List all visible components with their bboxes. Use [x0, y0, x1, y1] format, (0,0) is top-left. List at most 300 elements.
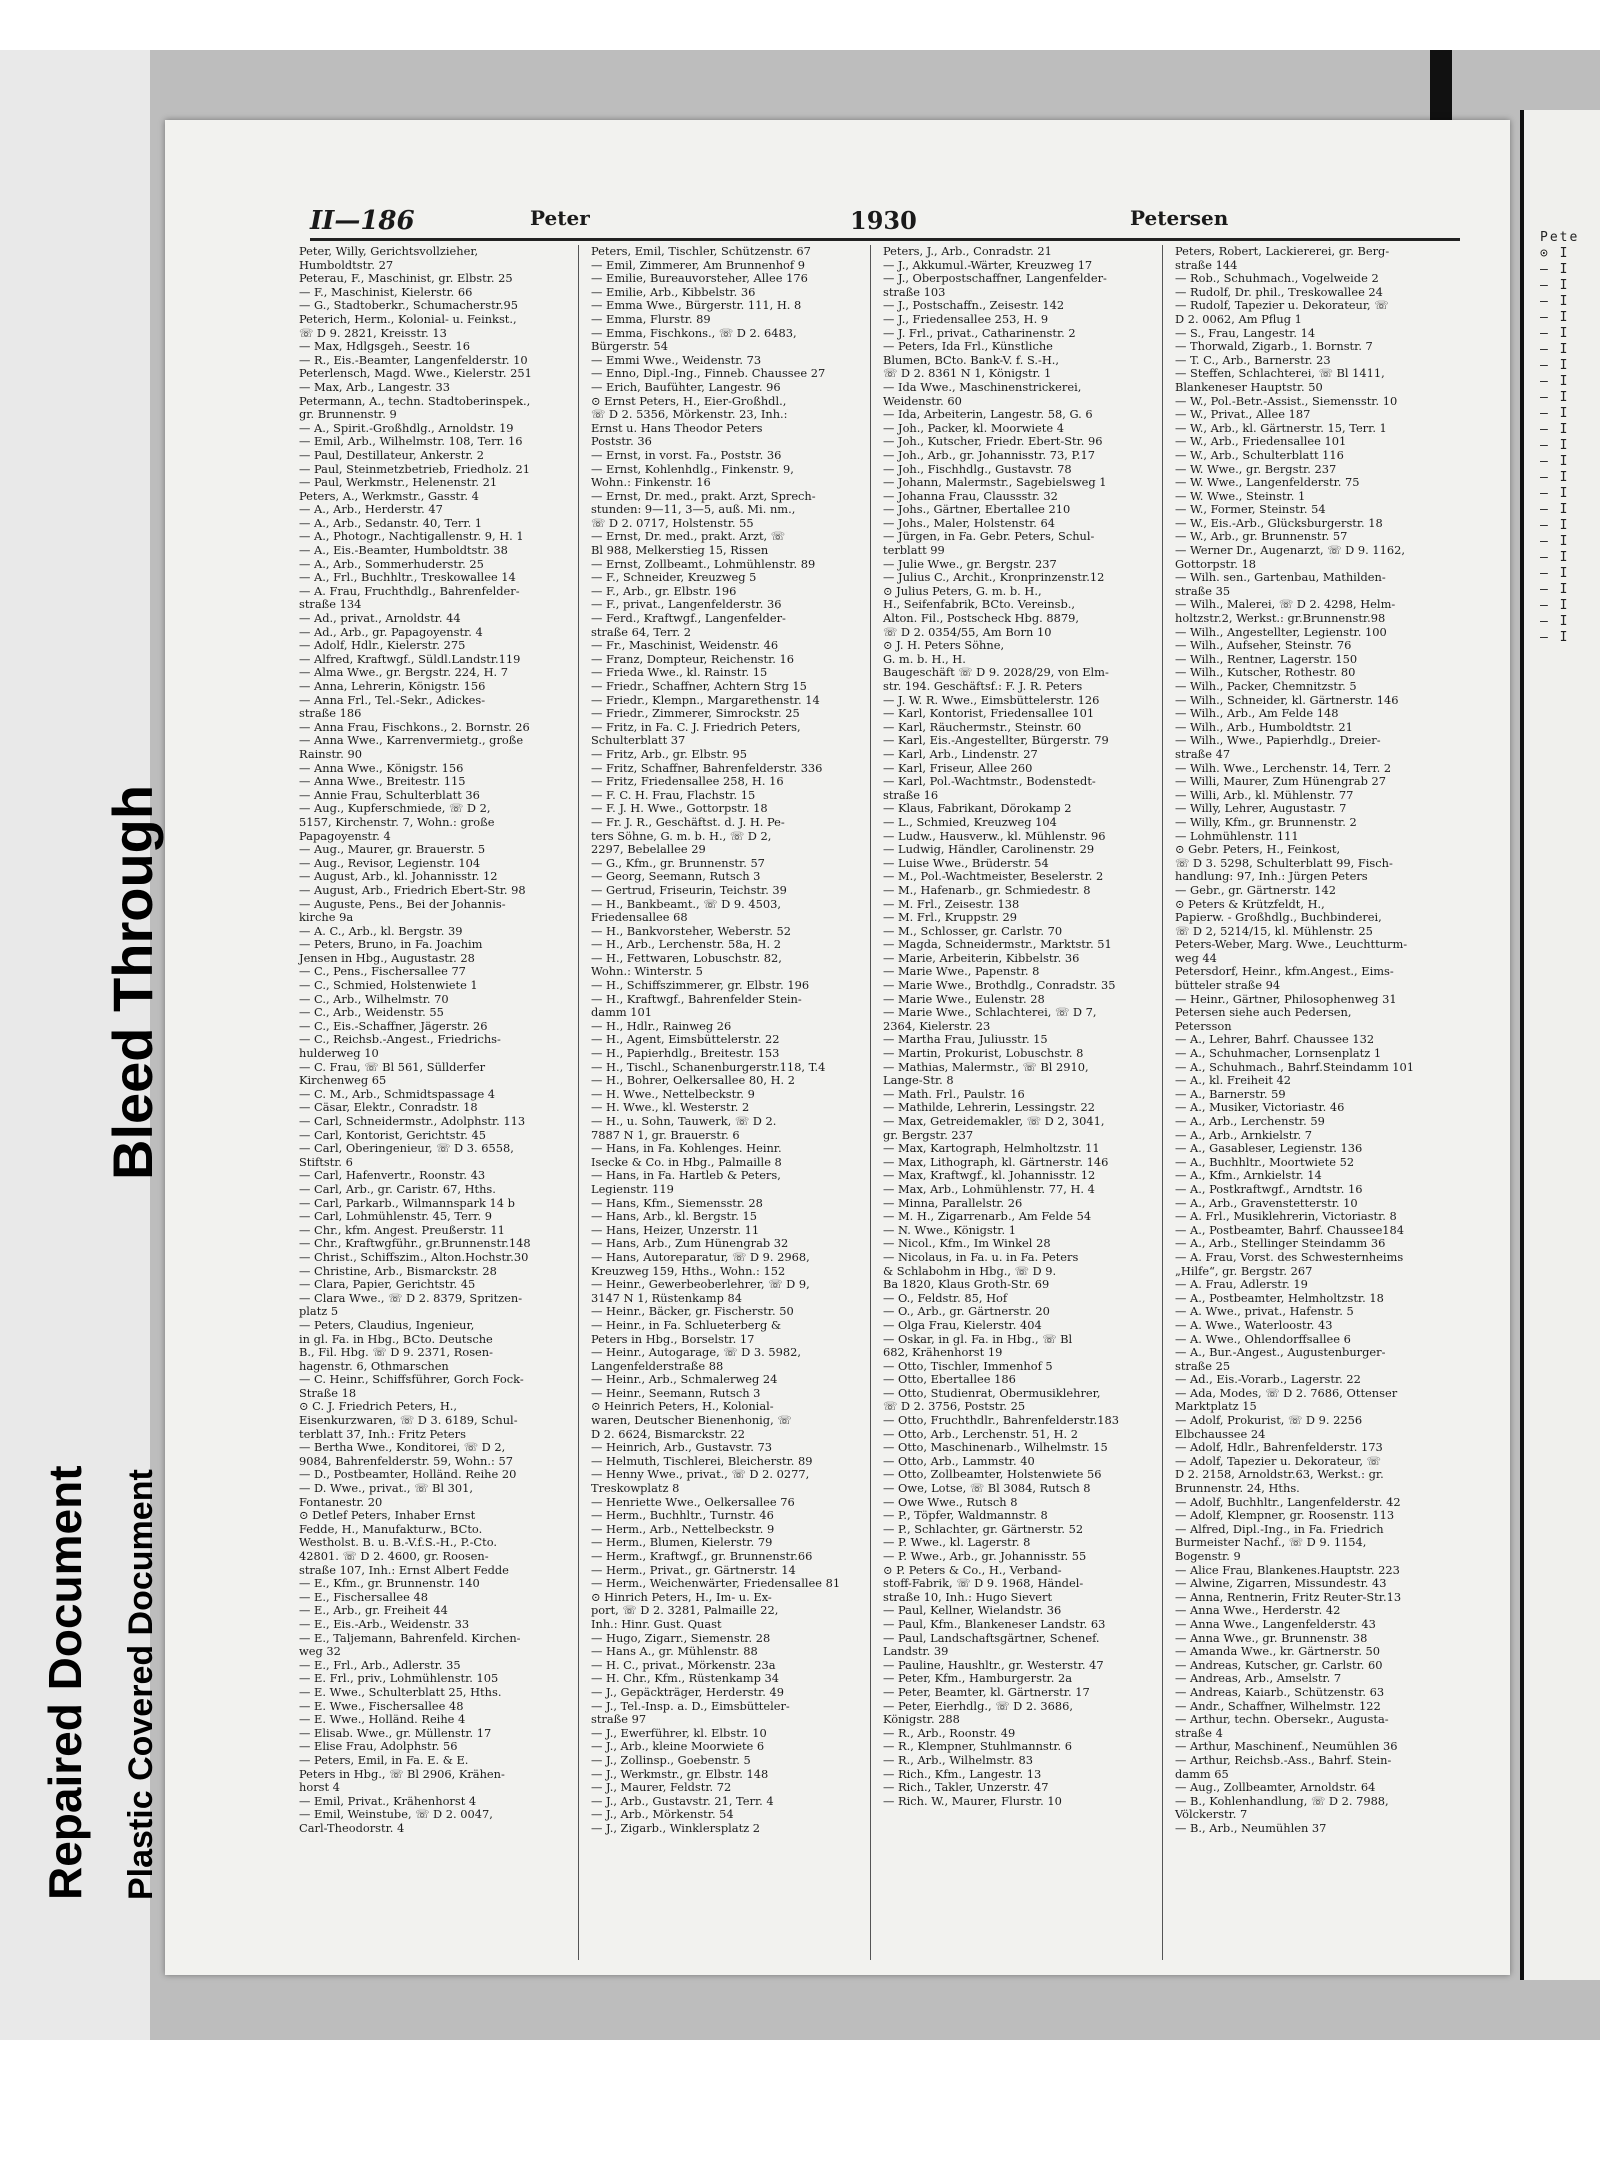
directory-entry: — C. Heinr., Schiffsführer, Gorch Fock- [299, 1373, 524, 1387]
directory-entry: Peterich, Herm., Kolonial- u. Feinkst., [299, 312, 517, 326]
directory-entry: ⊙ Ernst Peters, H., Eier-Großhdl., [591, 394, 787, 408]
directory-entry: — J., Akkumul.-Wärter, Kreuzweg 17 [883, 258, 1093, 272]
directory-entry: — Max, Lithograph, kl. Gärtnerstr. 146 [883, 1155, 1109, 1169]
directory-entry: — A., Kfm., Arnkielstr. 14 [1175, 1169, 1322, 1183]
directory-entry: — Oskar, in gl. Fa. in Hbg., ☏ Bl [883, 1332, 1073, 1346]
directory-entry: — Paul, Destillateur, Ankerstr. 2 [299, 448, 485, 462]
directory-entry: ⊙ Detlef Peters, Inhaber Ernst [299, 1509, 476, 1523]
directory-entry: — A., Arb., Stellinger Steindamm 36 [1175, 1237, 1386, 1251]
directory-entry: — Pauline, Haushltr., gr. Westerstr. 47 [883, 1658, 1104, 1672]
directory-entry: — E., Kfm., gr. Brunnenstr. 140 [299, 1577, 480, 1591]
directory-entry: gr. Brunnenstr. 9 [299, 408, 397, 422]
directory-entry: — Willi, Maurer, Zum Hünengrab 27 [1175, 775, 1387, 789]
directory-entry: 9084, Bahrenfelderstr. 59, Wohn.: 57 [299, 1454, 513, 1468]
directory-entry: stunden: 9—11, 3—5, auß. Mi. nm., [591, 503, 796, 517]
directory-entry: straße 134 [299, 598, 362, 612]
directory-entry: B., Fil. Hbg. ☏ D 9. 2371, Rosen- [299, 1346, 493, 1360]
directory-entry: — Peter, Beamter, kl. Gärtnerstr. 17 [883, 1685, 1090, 1699]
directory-entry: — Herm., Buchhltr., Turnstr. 46 [591, 1509, 774, 1523]
directory-columns [295, 245, 1465, 1960]
directory-entry: — Otto, Fruchthdlr., Bahrenfelderstr.183 [883, 1414, 1119, 1428]
directory-entry: straße 107, Inh.: Ernst Albert Fedde [299, 1563, 509, 1577]
directory-entry: — Ludw., Hausverw., kl. Mühlenstr. 96 [883, 829, 1106, 843]
scan-edge-mark [1430, 50, 1452, 125]
directory-entry: — Erich, Baufühter, Langestr. 96 [591, 380, 781, 394]
directory-entry: — C., Eis.-Schaffner, Jägerstr. 26 [299, 1019, 488, 1033]
directory-entry: Legienstr. 119 [591, 1182, 674, 1196]
directory-entry: — P., Schlachter, gr. Gärtnerstr. 52 [883, 1522, 1084, 1536]
directory-entry: — Willy, Kfm., gr. Brunnenstr. 2 [1175, 815, 1357, 829]
directory-entry: ☏ D 2. 3756, Poststr. 25 [883, 1400, 1026, 1414]
directory-entry: — M. H., Zigarrenarb., Am Felde 54 [883, 1210, 1092, 1224]
directory-entry: Königstr. 288 [883, 1713, 960, 1727]
directory-entry: — Max, Getreidemakler, ☏ D 2, 3041, [883, 1115, 1105, 1128]
directory-entry: — Christ., Schiffszim., Alton.Hochstr.30 [299, 1250, 529, 1264]
directory-entry: — P., Töpfer, Waldmannstr. 8 [883, 1509, 1048, 1523]
directory-entry: — A., Eis.-Beamter, Humboldtstr. 38 [299, 544, 508, 558]
directory-entry: — J., Arb., kleine Moorwiete 6 [591, 1740, 765, 1754]
directory-entry: Kreuzweg 159, Hths., Wohn.: 152 [591, 1264, 786, 1278]
header-first-entry: Peter [530, 206, 590, 230]
directory-entry: Marktplatz 15 [1175, 1400, 1257, 1414]
directory-entry: — Emilie, Bureauvorsteher, Allee 176 [591, 272, 808, 286]
directory-entry: — Nicolaus, in Fa. u. in Fa. Peters [883, 1250, 1079, 1264]
directory-entry: — Herm., Privat., gr. Gärtnerstr. 14 [591, 1563, 796, 1577]
directory-entry: straße 47 [1175, 747, 1231, 761]
directory-entry: 3147 N 1, Rüstenkamp 84 [591, 1291, 742, 1305]
directory-entry: — Carl, Hafenvertr., Roonstr. 43 [299, 1169, 486, 1183]
directory-entry: — Cäsar, Elektr., Conradstr. 18 [299, 1101, 478, 1115]
directory-entry: straße 186 [299, 707, 362, 721]
directory-entry: hagenstr. 6, Othmarschen [299, 1359, 449, 1373]
directory-entry: — O., Feldstr. 85, Hof [883, 1291, 1008, 1305]
directory-entry: — Heinr., Gewerbeoberlehrer, ☏ D 9, [591, 1278, 810, 1292]
directory-entry: — Minna, Parallelstr. 26 [883, 1196, 1023, 1210]
directory-entry: — Joh., Fischhdlg., Gustavstr. 78 [883, 462, 1072, 476]
directory-entry: Peters, Robert, Lackiererei, gr. Berg- [1175, 245, 1390, 258]
directory-entry: Petersdorf, Heinr., kfm.Angest., Eims- [1175, 965, 1394, 979]
directory-entry: — Chr., kfm. Angest. Preußerstr. 11 [299, 1223, 505, 1237]
directory-entry: — C. Frau, ☏ Bl 561, Süllderfer [299, 1060, 486, 1074]
directory-entry: — Georg, Seemann, Rutsch 3 [591, 870, 761, 884]
directory-entry: — Fr. J. R., Geschäftst. d. J. H. Pe- [591, 815, 785, 829]
directory-entry: — F., privat., Langenfelderstr. 36 [591, 598, 782, 612]
directory-entry: straße 4 [1175, 1726, 1223, 1740]
directory-entry: — Andreas, Kaiarb., Schützenstr. 63 [1175, 1685, 1385, 1699]
directory-entry: — Thorwald, Zigarb., 1. Bornstr. 7 [1175, 340, 1373, 354]
directory-entry: — Anna, Rentnerin, Fritz Reuter-Str.13 [1175, 1590, 1402, 1604]
directory-entry: — Helmuth, Tischlerei, Bleicherstr. 89 [591, 1454, 813, 1468]
directory-entry: — Annie Frau, Schulterblatt 36 [299, 788, 480, 802]
directory-entry: — Fritz, in Fa. C. J. Friedrich Peters, [591, 720, 801, 734]
directory-entry: — Herm., Kraftwgf., gr. Brunnenstr.66 [591, 1550, 813, 1563]
directory-entry: — Owe, Lotse, ☏ Bl 3084, Rutsch 8 [883, 1482, 1091, 1496]
directory-entry: stoff-Fabrik, ☏ D 9. 1968, Händel- [883, 1577, 1084, 1591]
directory-entry: — Wilh. Wwe., Lerchenstr. 14, Terr. 2 [1175, 761, 1392, 775]
directory-entry: — Emmi Wwe., Weidenstr. 73 [591, 353, 762, 367]
directory-entry: — Joh., Arb., gr. Johannisstr. 73, P.17 [883, 448, 1095, 462]
directory-entry: Schulterblatt 37 [591, 734, 686, 748]
directory-entry: — Julie Wwe., gr. Bergstr. 237 [883, 557, 1057, 571]
directory-entry: — Karl, Räuchermstr., Steinstr. 60 [883, 720, 1082, 734]
directory-entry: — Ernst, Dr. med., prakt. Arzt, Sprech- [591, 489, 816, 503]
plastic-covered-label: Plastic Covered Document [122, 1469, 160, 1900]
directory-entry: — W. Wwe., Langenfelderstr. 75 [1175, 476, 1360, 490]
directory-entry: — Ad., Arb., gr. Papagoyenstr. 4 [299, 625, 483, 639]
directory-entry: — Fritz, Friedensallee 258, H. 16 [591, 775, 784, 789]
directory-entry: — Max, Hdlgsgeh., Seestr. 16 [299, 340, 471, 354]
directory-entry: — Wilh., Kutscher, Rothestr. 80 [1175, 666, 1356, 680]
directory-entry: — J., Ewerführer, kl. Elbstr. 10 [591, 1726, 767, 1740]
directory-entry: — Aug., Zollbeamter, Arnoldstr. 64 [1175, 1781, 1376, 1795]
directory-entry: — A., Frl., Buchhltr., Treskowallee 14 [299, 571, 516, 585]
directory-entry: — M., Hafenarb., gr. Schmiedestr. 8 [883, 883, 1091, 897]
directory-entry: — H., Bankvorsteher, Weberstr. 52 [591, 924, 791, 938]
directory-entry: 5157, Kirchenstr. 7, Wohn.: große [299, 815, 495, 829]
directory-entry: — Otto, Maschinenarb., Wilhelmstr. 15 [883, 1441, 1108, 1455]
directory-entry: gr. Bergstr. 237 [883, 1128, 974, 1142]
directory-entry: ⊙ Peters & Krützfeldt, H., [1175, 897, 1325, 911]
directory-entry: — A., Barnerstr. 59 [1175, 1087, 1286, 1101]
directory-entry: — Otto, Ebertallee 186 [883, 1373, 1016, 1387]
directory-entry: — A., Arb., Gravenstetterstr. 10 [1175, 1196, 1358, 1210]
directory-entry: — Auguste, Pens., Bei der Johannis- [299, 897, 506, 911]
directory-entry: Isecke & Co. in Hbg., Palmaille 8 [591, 1155, 782, 1169]
directory-entry: Peters in Hbg., Borselstr. 17 [591, 1332, 755, 1346]
directory-entry: — D., Postbeamter, Holländ. Reihe 20 [299, 1468, 517, 1482]
directory-entry: — J., Friedensallee 253, H. 9 [883, 312, 1049, 326]
directory-entry: Bogenstr. 9 [1175, 1550, 1241, 1563]
directory-entry: — M. Frl., Kruppstr. 29 [883, 911, 1017, 925]
directory-entry: — Otto, Arb., Lammstr. 40 [883, 1454, 1035, 1468]
directory-entry: — Hans, in Fa. Hartleb & Peters, [591, 1169, 781, 1183]
directory-entry: — P. Wwe., Arb., gr. Johannisstr. 55 [883, 1550, 1087, 1563]
directory-entry: — A. Frau, Adlerstr. 19 [1175, 1278, 1308, 1292]
directory-column-2 [587, 245, 871, 1960]
directory-entry: — A., Postbeamter, Helmholtzstr. 18 [1175, 1291, 1384, 1305]
directory-entry: 2297, Bebelallee 29 [591, 843, 706, 857]
directory-entry: — Wilh., Rentner, Lagerstr. 150 [1175, 652, 1358, 666]
directory-entry: — Peters, Claudius, Ingenieur, [299, 1318, 475, 1332]
directory-entry: Ernst u. Hans Theodor Peters [591, 421, 763, 435]
directory-entry: — H., Schiffszimmerer, gr. Elbstr. 196 [591, 979, 810, 993]
directory-entry: — A., Musiker, Victoriastr. 46 [1175, 1101, 1345, 1115]
directory-entry: — Mathilde, Lehrerin, Lessingstr. 22 [883, 1101, 1096, 1115]
directory-entry: — J., Oberpostschaffner, Langenfelder- [883, 272, 1107, 286]
directory-entry: — Emma Wwe., Bürgerstr. 111, H. 8 [591, 299, 802, 313]
directory-entry: — Wilh., Angestellter, Legienstr. 100 [1175, 625, 1387, 639]
directory-entry: — E. Frl., priv., Lohmühlenstr. 105 [299, 1672, 499, 1686]
directory-entry: — H. C., privat., Mörkenstr. 23a [591, 1658, 776, 1672]
directory-entry: — A., Schuhmacher, Lornsenplatz 1 [1175, 1047, 1382, 1061]
directory-entry: — C., Arb., Weidenstr. 55 [299, 1006, 444, 1020]
directory-entry: — A., Bur.-Angest., Augustenburger- [1175, 1346, 1386, 1360]
directory-entry: Peters in Hbg., ☏ Bl 2906, Krähen- [299, 1767, 505, 1781]
directory-entry: straße 97 [591, 1713, 647, 1727]
directory-entry: ⊙ Julius Peters, G. m. b. H., [883, 584, 1042, 598]
directory-entry: — Heinr., Seemann, Rutsch 3 [591, 1386, 761, 1400]
directory-entry: — Anna Wwe., Breitestr. 115 [299, 775, 466, 789]
page-number: II—186 [310, 206, 415, 236]
directory-entry: — Peter, Eierhdlg., ☏ D 2. 3686, [883, 1699, 1073, 1713]
directory-entry: — Wilh., Malerei, ☏ D 2. 4298, Helm- [1175, 598, 1396, 612]
directory-entry: — Marie Wwe., Brothdlg., Conradstr. 35 [883, 979, 1116, 993]
directory-entry: Humboldtstr. 27 [299, 258, 394, 272]
directory-entry: — J., Tel.-Insp. a. D., Eimsbütteler- [591, 1699, 790, 1713]
directory-entry: — A., Postkraftwgf., Arndtstr. 16 [1175, 1182, 1363, 1196]
directory-entry: — A., Arb., Arnkielstr. 7 [1175, 1128, 1312, 1142]
directory-entry: — Johann, Malermstr., Sagebielsweg 1 [883, 476, 1107, 490]
directory-entry: — Aug., Kupferschmiede, ☏ D 2, [299, 802, 491, 816]
directory-entry: — A. Frau, Fruchthdlg., Bahrenfelder- [299, 584, 520, 598]
directory-entry: — Ernst, in vorst. Fa., Poststr. 36 [591, 448, 782, 462]
directory-entry: — J., Postschaffn., Zeisestr. 142 [883, 299, 1065, 313]
directory-entry: — W., Pol.-Betr.-Assist., Siemensstr. 10 [1175, 394, 1398, 408]
directory-entry: — W., Arb., Friedensallee 101 [1175, 435, 1347, 449]
directory-entry: Eisenkurzwaren, ☏ D 3. 6189, Schul- [299, 1414, 518, 1428]
directory-entry: — Ludwig, Händler, Carolinenstr. 29 [883, 843, 1095, 857]
directory-column-4 [1171, 245, 1454, 1960]
directory-entry: — Hans, Heizer, Unzerstr. 11 [591, 1223, 760, 1237]
directory-entry: — A., Photogr., Nachtigallenstr. 9, H. 1 [299, 530, 524, 544]
directory-entry: — R., Klempner, Stuhlmannstr. 6 [883, 1740, 1073, 1754]
directory-entry: terblatt 99 [883, 544, 945, 558]
directory-column-1 [295, 245, 579, 1960]
directory-entry: — J., Zigarb., Winklersplatz 2 [591, 1821, 761, 1835]
directory-entry: — Wilh., Aufseher, Steinstr. 76 [1175, 639, 1352, 653]
directory-entry: Ba 1820, Klaus Groth-Str. 69 [883, 1278, 1050, 1292]
directory-entry: — Martin, Prokurist, Lobuschstr. 8 [883, 1047, 1084, 1061]
directory-entry: — Gebr., gr. Gärtnerstr. 142 [1175, 883, 1336, 897]
directory-entry: Papierw. - Großhdlg., Buchbinderei, [1175, 911, 1382, 925]
directory-entry: — Magda, Schneidermstr., Marktstr. 51 [883, 938, 1112, 952]
directory-entry: — A., Arb., Sedanstr. 40, Terr. 1 [299, 516, 483, 530]
directory-entry: — A. Frl., Musiklehrerin, Victoriastr. 8 [1175, 1210, 1397, 1224]
directory-entry: & Schlabohm in Hbg., ☏ D 9. [883, 1264, 1057, 1278]
directory-entry: bütteler straße 94 [1175, 979, 1281, 993]
directory-entry: Inh.: Hinr. Gust. Quast [591, 1617, 722, 1631]
directory-entry: Petersen siehe auch Pedersen, [1175, 1006, 1352, 1020]
directory-entry: — Anna Wwe., Königstr. 156 [299, 761, 464, 775]
directory-entry: — Max, Arb., Lohmühlenstr. 77, H. 4 [883, 1182, 1095, 1196]
directory-entry: — H., Papierhdlg., Breitestr. 153 [591, 1047, 780, 1061]
page-header [310, 200, 1460, 241]
directory-entry: — P. Wwe., kl. Lagerstr. 8 [883, 1536, 1031, 1550]
directory-entry: Peters, J., Arb., Conradstr. 21 [883, 245, 1052, 258]
directory-entry: Rainstr. 90 [299, 747, 362, 761]
directory-entry: ☏ D 2, 5214/15, kl. Mühlenstr. 25 [1175, 924, 1373, 938]
directory-entry: — Wilh., Schneider, kl. Gärtnerstr. 146 [1175, 693, 1399, 707]
directory-entry: — Adolf, Klempner, gr. Roosenstr. 113 [1175, 1509, 1395, 1523]
directory-entry: D 2. 2158, Arnoldstr.63, Werkst.: gr. [1175, 1468, 1384, 1482]
directory-entry: — Ferd., Kraftwgf., Langenfelder- [591, 612, 786, 626]
directory-entry: — Hans, in Fa. Kohlenges. Heinr. [591, 1142, 782, 1156]
directory-entry: — Marie Wwe., Eulenstr. 28 [883, 992, 1045, 1006]
directory-entry: — Adolf, Hdlr., Bahrenfelderstr. 173 [1175, 1441, 1383, 1455]
directory-entry: ☏ D 2. 8361 N 1, Königstr. 1 [883, 367, 1052, 381]
directory-entry: straße 64, Terr. 2 [591, 625, 691, 639]
directory-entry: — Carl, Parkarb., Wilmannspark 14 b [299, 1196, 515, 1210]
directory-entry: Wohn.: Finkenstr. 16 [591, 476, 711, 490]
directory-entry: — Marie, Arbeiterin, Kibbelstr. 36 [883, 951, 1080, 965]
directory-entry: — Hans, Arb., Zum Hünengrab 32 [591, 1237, 789, 1251]
directory-entry: — Hugo, Zigarr., Siemenstr. 28 [591, 1631, 771, 1645]
directory-entry: Petersson [1175, 1019, 1232, 1033]
directory-entry: — Heinr., Gärtner, Philosophenweg 31 [1175, 992, 1397, 1006]
directory-entry: — Emil, Arb., Wilhelmstr. 108, Terr. 16 [299, 435, 523, 449]
directory-entry: — J. W. R. Wwe., Eimsbüttelerstr. 126 [883, 693, 1100, 707]
directory-entry: — Ida Wwe., Maschinenstrickerei, [883, 380, 1082, 394]
directory-entry: — H. Wwe., Nettelbeckstr. 9 [591, 1087, 755, 1101]
directory-entry: — Andreas, Arb., Amselstr. 7 [1175, 1672, 1342, 1686]
directory-entry: — Friedr., Zimmerer, Simrockstr. 25 [591, 707, 800, 721]
directory-entry: — Olga Frau, Kielerstr. 404 [883, 1318, 1042, 1332]
directory-entry: Papagoyenstr. 4 [299, 829, 391, 843]
directory-entry: Stiftstr. 6 [299, 1155, 353, 1169]
directory-entry: — Clara Wwe., ☏ D 2. 8379, Spritzen- [299, 1291, 523, 1305]
directory-entry: — Ernst, Dr. med., prakt. Arzt, ☏ [591, 530, 786, 544]
directory-entry: — J., Zollinsp., Goebenstr. 5 [591, 1753, 751, 1767]
directory-entry: — E. Wwe., Holländ. Reihe 4 [299, 1713, 466, 1727]
directory-entry: ☏ D 3. 5298, Schulterblatt 99, Fisch- [1175, 856, 1393, 870]
directory-entry: — Fritz, Schaffner, Bahrenfelderstr. 336 [591, 761, 823, 775]
directory-entry: Bl 988, Melkerstieg 15, Rissen [591, 544, 769, 558]
directory-entry: — S., Frau, Langestr. 14 [1175, 326, 1316, 340]
directory-entry: ☏ D 2. 0717, Holstenstr. 55 [591, 516, 754, 530]
directory-entry: — Rich., Takler, Unzerstr. 47 [883, 1781, 1049, 1795]
directory-entry: — Max, Kraftwgf., kl. Johannisstr. 12 [883, 1169, 1096, 1183]
directory-entry: — Joh., Packer, kl. Moorwiete 4 [883, 421, 1064, 435]
directory-entry: — A., Spirit.-Großhdlg., Arnoldstr. 19 [299, 421, 514, 435]
directory-entry: — E., Eis.-Arb., Weidenstr. 33 [299, 1617, 470, 1631]
directory-entry: Straße 18 [299, 1386, 357, 1400]
directory-entry: — J., Arb., Mörkenstr. 54 [591, 1808, 734, 1822]
directory-entry: — Alwine, Zigarren, Missundestr. 43 [1175, 1577, 1387, 1591]
directory-entry: Peterlensch, Magd. Wwe., Kielerstr. 251 [299, 367, 532, 381]
directory-entry: — C., Pens., Fischersallee 77 [299, 965, 466, 979]
directory-entry: — C., Reichsb.-Angest., Friedrichs- [299, 1033, 501, 1047]
directory-entry: — Arthur, Maschinenf., Neumühlen 36 [1175, 1740, 1398, 1754]
directory-entry: — Hans, Autoreparatur, ☏ D 9. 2968, [591, 1250, 810, 1264]
directory-entry: — Henny Wwe., privat., ☏ D 2. 0277, [591, 1468, 810, 1482]
directory-entry: holtzstr.2, Werkst.: gr.Brunnenstr.98 [1175, 612, 1386, 626]
directory-entry: — Owe Wwe., Rutsch 8 [883, 1495, 1018, 1509]
directory-entry: — Heinr., in Fa. Schlueterberg & [591, 1318, 782, 1332]
directory-entry: — Otto, Studienrat, Obermusiklehrer, [883, 1386, 1101, 1400]
directory-entry: — Fritz, Arb., gr. Elbstr. 95 [591, 747, 747, 761]
directory-entry: — Peter, Kfm., Hamburgerstr. 2a [883, 1672, 1073, 1686]
directory-entry: Fedde, H., Manufakturw., BCto. [299, 1522, 483, 1536]
directory-entry: — Anna Wwe., Langenfelderstr. 43 [1175, 1617, 1376, 1631]
directory-entry: ⊙ J. H. Peters Söhne, [883, 639, 1005, 653]
directory-entry: — H., Arb., Lerchenstr. 58a, H. 2 [591, 938, 781, 952]
directory-entry: straße 25 [1175, 1359, 1231, 1373]
directory-entry: — Aug., Revisor, Legienstr. 104 [299, 856, 481, 870]
directory-entry: — Rudolf, Tapezier u. Dekorateur, ☏ [1175, 299, 1389, 313]
directory-entry: handlung: 97, Inh.: Jürgen Peters [1175, 870, 1368, 884]
directory-entry: — Chr., Kraftwgführ., gr.Brunnenstr.148 [299, 1237, 531, 1251]
directory-entry: — Anna, Lehrerin, Königstr. 156 [299, 680, 486, 693]
directory-entry: — Emil, Zimmerer, Am Brunnenhof 9 [591, 258, 806, 272]
directory-entry: — Carl, Lohmühlenstr. 45, Terr. 9 [299, 1210, 492, 1224]
directory-entry: — Hans A., gr. Mühlenstr. 88 [591, 1645, 758, 1659]
directory-entry: — A. Wwe., Ohlendorffsallee 6 [1175, 1332, 1351, 1346]
directory-entry: — Heinr., Arb., Schmalerweg 24 [591, 1373, 778, 1387]
directory-entry: — O., Arb., gr. Gärtnerstr. 20 [883, 1305, 1050, 1319]
directory-entry: — Otto, Tischler, Immenhof 5 [883, 1359, 1053, 1373]
directory-entry: — Karl, Arb., Lindenstr. 27 [883, 747, 1038, 761]
repaired-document-label: Repaired Document [39, 1465, 91, 1900]
directory-entry: 682, Krähenhorst 19 [883, 1346, 1003, 1360]
directory-entry: — Ad., Eis.-Vorarb., Lagerstr. 22 [1175, 1373, 1361, 1387]
directory-entry: ⊙ Gebr. Peters, H., Feinkost, [1175, 843, 1341, 857]
directory-entry: — Adolf, Hdlr., Kielerstr. 275 [299, 639, 466, 653]
directory-entry: Bürgerstr. 54 [591, 340, 668, 354]
directory-entry: Baugeschäft ☏ D 9. 2028/29, von Elm- [883, 666, 1109, 680]
directory-entry: — Rob., Schuhmach., Vogelweide 2 [1175, 272, 1379, 286]
directory-entry: — W., Arb., kl. Gärtnerstr. 15, Terr. 1 [1175, 421, 1387, 435]
directory-entry: — E., Fischersallee 48 [299, 1590, 429, 1604]
directory-entry: — Herm., Blumen, Kielerstr. 79 [591, 1536, 773, 1550]
directory-entry: — Werner Dr., Augenarzt, ☏ D 9. 1162, [1175, 544, 1406, 558]
directory-entry: — H., Kraftwgf., Bahrenfelder Stein- [591, 992, 802, 1006]
directory-entry: — Wilh. sen., Gartenbau, Mathilden- [1175, 571, 1386, 585]
directory-entry: — Henriette Wwe., Oelkersallee 76 [591, 1495, 795, 1509]
directory-entry: — L., Schmied, Kreuzweg 104 [883, 815, 1057, 829]
directory-entry: — Arthur, techn. Obersekr., Augusta- [1175, 1713, 1389, 1727]
directory-entry: — Willi, Arb., kl. Mühlenstr. 77 [1175, 788, 1354, 802]
directory-entry: horst 4 [299, 1781, 340, 1795]
directory-entry: — H., Fettwaren, Lobuschstr. 82, [591, 951, 782, 965]
directory-entry: — B., Arb., Neumühlen 37 [1175, 1821, 1327, 1835]
directory-entry: 7887 N 1, gr. Brauerstr. 6 [591, 1128, 740, 1142]
directory-entry: — Wilh., Arb., Am Felde 148 [1175, 707, 1339, 721]
directory-column-3 [879, 245, 1163, 1960]
directory-entry: Fontanestr. 20 [299, 1495, 383, 1509]
directory-entry: — Peters, Bruno, in Fa. Joachim [299, 938, 483, 952]
directory-entry: weg 44 [1175, 951, 1217, 965]
directory-entry: — G., Kfm., gr. Brunnenstr. 57 [591, 856, 765, 870]
directory-entry: — H., Hdlr., Rainweg 26 [591, 1019, 732, 1033]
directory-entry: Völckerstr. 7 [1175, 1808, 1248, 1822]
directory-entry: Langenfelderstraße 88 [591, 1359, 724, 1373]
directory-entry: — Paul, Landschaftsgärtner, Schenef. [883, 1631, 1100, 1645]
bleed-through-label: Bleed Through [101, 784, 164, 1180]
directory-entry: — J., Maurer, Feldstr. 72 [591, 1781, 732, 1795]
directory-entry: — Carl, Schneidermstr., Adolphstr. 113 [299, 1115, 526, 1128]
directory-entry: — E. Wwe., Schulterblatt 25, Hths. [299, 1685, 502, 1699]
directory-entry: — W., Former, Steinstr. 54 [1175, 503, 1326, 517]
directory-entry: Peters, A., Werkmstr., Gasstr. 4 [299, 489, 479, 503]
directory-entry: Blankeneser Hauptstr. 50 [1175, 380, 1323, 394]
directory-entry: D 2. 6624, Bismarckstr. 22 [591, 1427, 746, 1441]
directory-entry: — Marie Wwe., Papenstr. 8 [883, 965, 1040, 979]
directory-entry: — Emilie, Arb., Kibbelstr. 36 [591, 285, 756, 299]
directory-entry: — Johs., Gärtner, Ebertallee 210 [883, 503, 1071, 517]
directory-entry: — Nicol., Kfm., Im Winkel 28 [883, 1237, 1051, 1251]
directory-entry: — F., Schneider, Kreuzweg 5 [591, 571, 757, 585]
directory-entry: — W., Arb., Schulterblatt 116 [1175, 448, 1344, 462]
directory-entry: — Elise Frau, Adolphstr. 56 [299, 1740, 458, 1754]
directory-entry: — H., Tischl., Schanenburgerstr.118, T.4 [591, 1060, 826, 1074]
directory-entry: — Franz, Dompteur, Reichenstr. 16 [591, 652, 795, 666]
directory-entry: platz 5 [299, 1305, 339, 1319]
directory-entry: — Carl, Kontorist, Gerichtstr. 45 [299, 1128, 487, 1142]
directory-entry: — Enno, Dipl.-Ing., Finneb. Chaussee 27 [591, 367, 826, 381]
directory-entry: Peterau, F., Maschinist, gr. Elbstr. 25 [299, 272, 513, 286]
directory-entry: — Lohmühlenstr. 111 [1175, 829, 1299, 843]
directory-entry: — Paul, Kellner, Wielandstr. 36 [883, 1604, 1062, 1618]
